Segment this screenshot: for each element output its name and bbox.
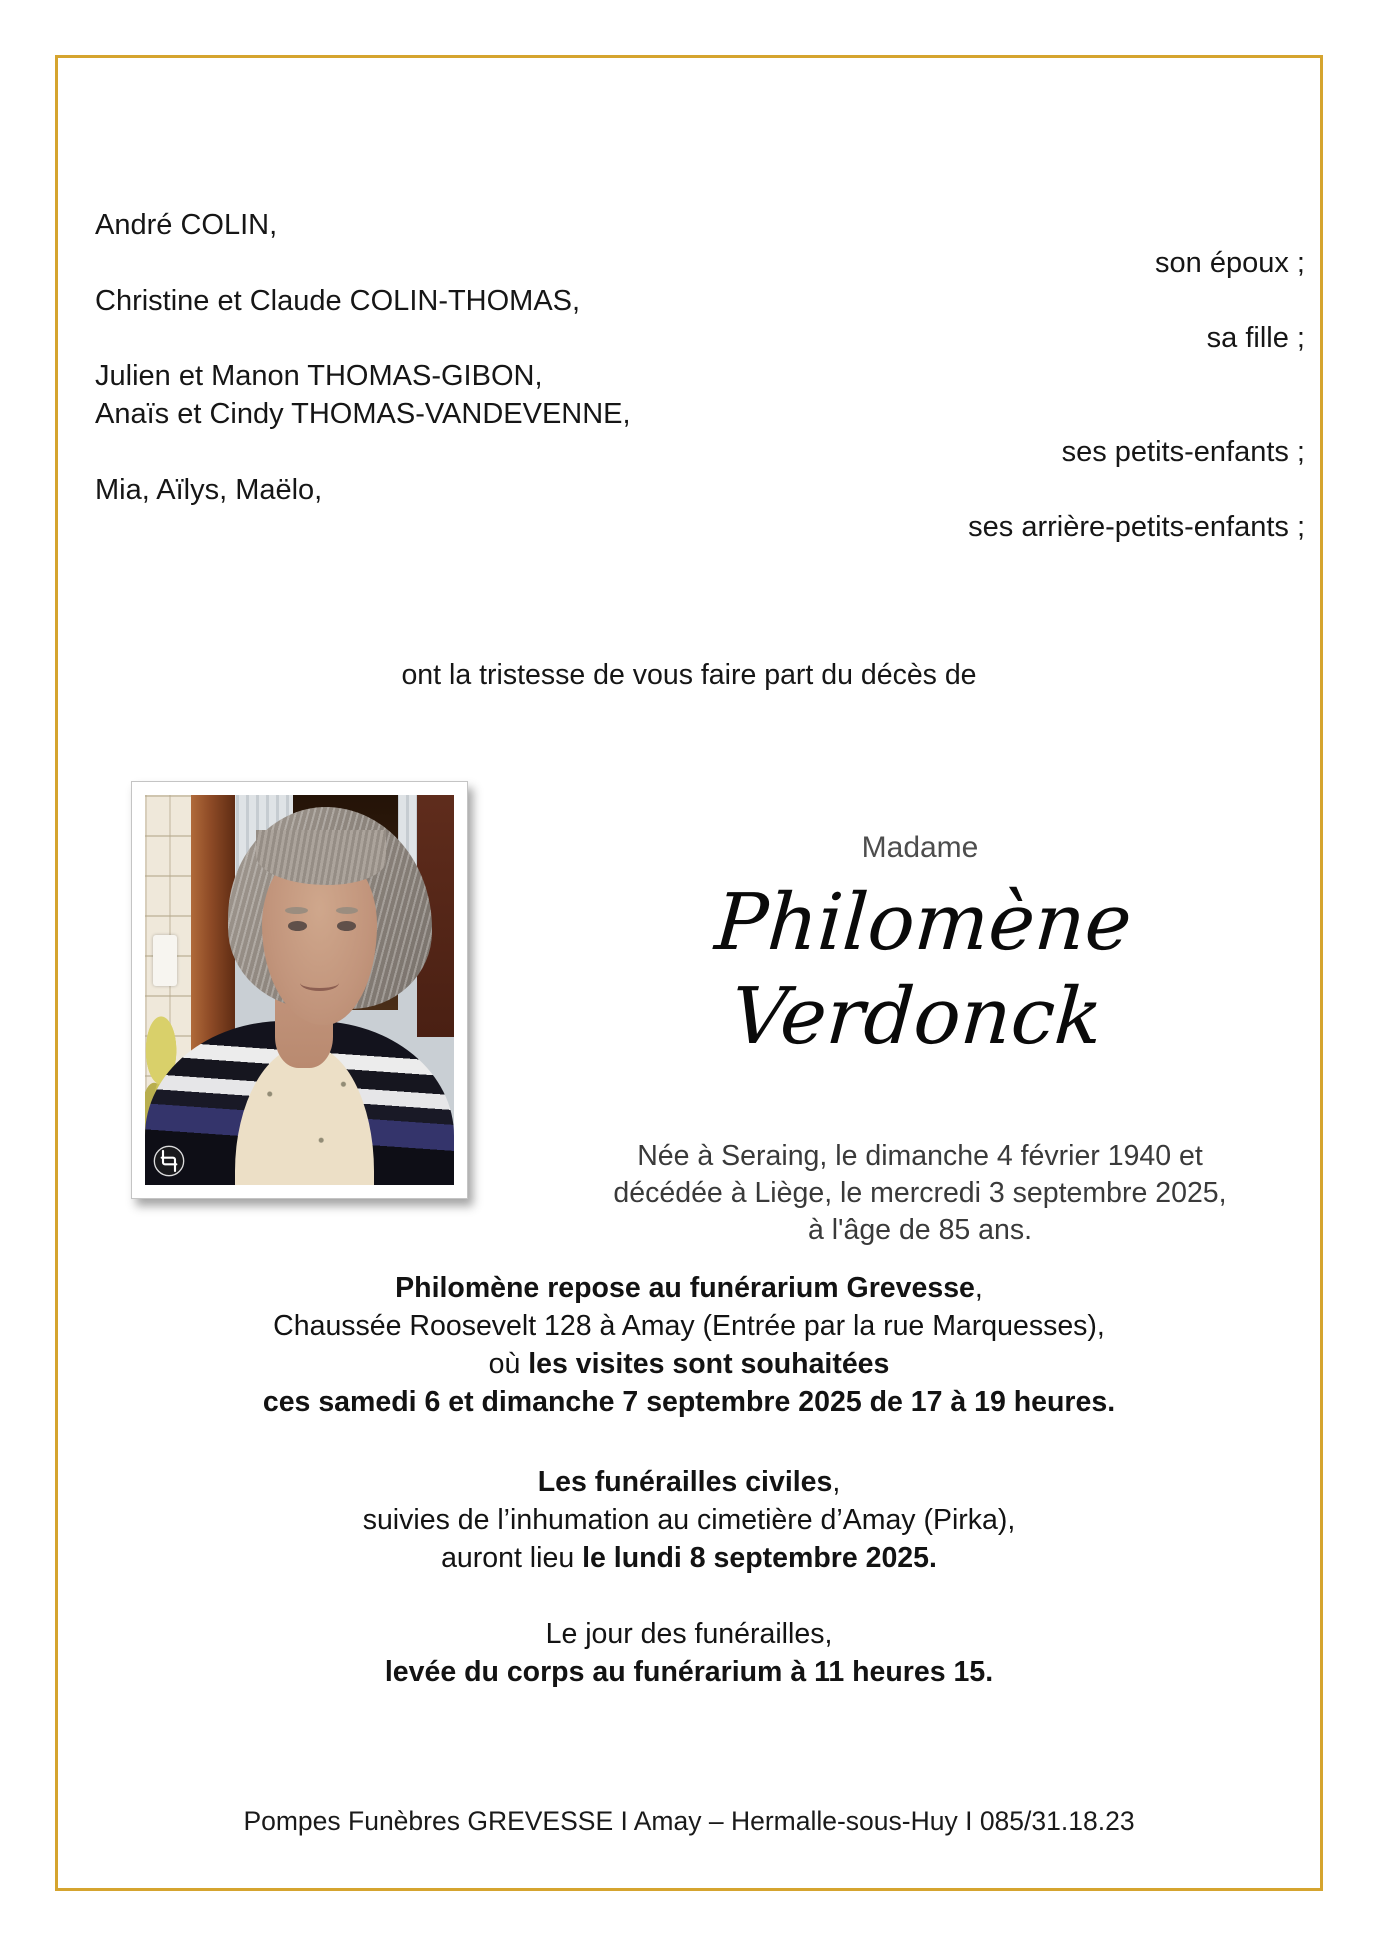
relation-line: ses arrière-petits-enfants ; [968, 511, 1305, 544]
family-names-section [95, 207, 1305, 547]
family-name-line: Christine et Claude COLIN-THOMAS, [95, 284, 581, 317]
visitation-line [0, 1269, 1378, 1307]
family-name-line: Julien et Manon THOMAS-GIBON, [95, 360, 543, 393]
departure-line: Le jour des funérailles, [545, 1618, 833, 1650]
family-name-line: André COLIN, [95, 209, 278, 241]
deceased-identity-section [520, 781, 1320, 1249]
announcement-intro-text: ont la tristesse de vous faire part du décès de [401, 659, 977, 691]
visitation-dates-text: ces samedi 6 et dimanche 7 septembre 2025 de 17 à 19 heures. [262, 1386, 1116, 1418]
portrait-photo-frame [131, 781, 468, 1199]
life-details-line: Née à Seraing, le dimanche 4 février 1940 et [637, 1140, 1203, 1173]
photo-eyebrow [285, 907, 308, 914]
funeral-section [0, 1463, 1378, 1577]
visitation-line [0, 1345, 1378, 1383]
visitation-funeral-home: Philomène repose au funérarium Grevesse [395, 1272, 975, 1304]
funeral-home-footer: Pompes Funèbres GREVESSE I Amay – Hermalle-sous-Huy I 085/31.18.23 [243, 1806, 1135, 1836]
visitation-visits: les visites sont souhaitées [528, 1348, 890, 1380]
life-details-line: à l'âge de 85 ans. [807, 1214, 1033, 1247]
funeral-line-rest: , [832, 1466, 841, 1498]
visitation-section [0, 1269, 1378, 1421]
crop-icon[interactable] [153, 1145, 185, 1177]
family-name-line: Anaïs et Cindy THOMAS-VANDEVENNE, [95, 397, 631, 430]
photo-eyebrow [336, 907, 359, 914]
photo-eye [288, 921, 307, 931]
deceased-name: Philomène Verdonck [712, 878, 1135, 1062]
departure-section [0, 1615, 1378, 1691]
funeral-date: le lundi 8 septembre 2025. [582, 1542, 937, 1574]
funeral-type: Les funérailles civiles [537, 1466, 833, 1498]
funeral-date-line [0, 1539, 1378, 1577]
visitation-line-pre: où [488, 1348, 529, 1380]
departure-time: levée du corps au funérarium à 11 heures 15. [384, 1656, 994, 1688]
funeral-burial: suivies de l’inhumation au cimetière d’Amay (Pirka), [362, 1504, 1016, 1536]
relation-line: son époux ; [1155, 246, 1305, 279]
deceased-title: Madame [861, 831, 979, 864]
photo-mouth [300, 975, 339, 991]
relation-line: ses petits-enfants ; [1061, 435, 1305, 468]
life-details-line: décédée à Liège, le mercredi 3 septembre 2025, [613, 1177, 1227, 1210]
visitation-dates [0, 1383, 1378, 1421]
visitation-line-rest: , [974, 1272, 983, 1304]
visitation-address: Chaussée Roosevelt 128 à Amay (Entrée par la rue Marquesses), [273, 1310, 1105, 1342]
relation-line: sa fille ; [1206, 322, 1305, 355]
family-name-line: Mia, Aïlys, Maëlo, [95, 473, 323, 506]
departure-time-line [0, 1653, 1378, 1691]
funeral-line [0, 1463, 1378, 1501]
photo-eye [337, 921, 356, 931]
photo-bg-lightswitch [153, 935, 178, 986]
funeral-date-pre: auront lieu [441, 1542, 583, 1574]
life-details [520, 1138, 1320, 1249]
portrait-photo [145, 795, 454, 1185]
